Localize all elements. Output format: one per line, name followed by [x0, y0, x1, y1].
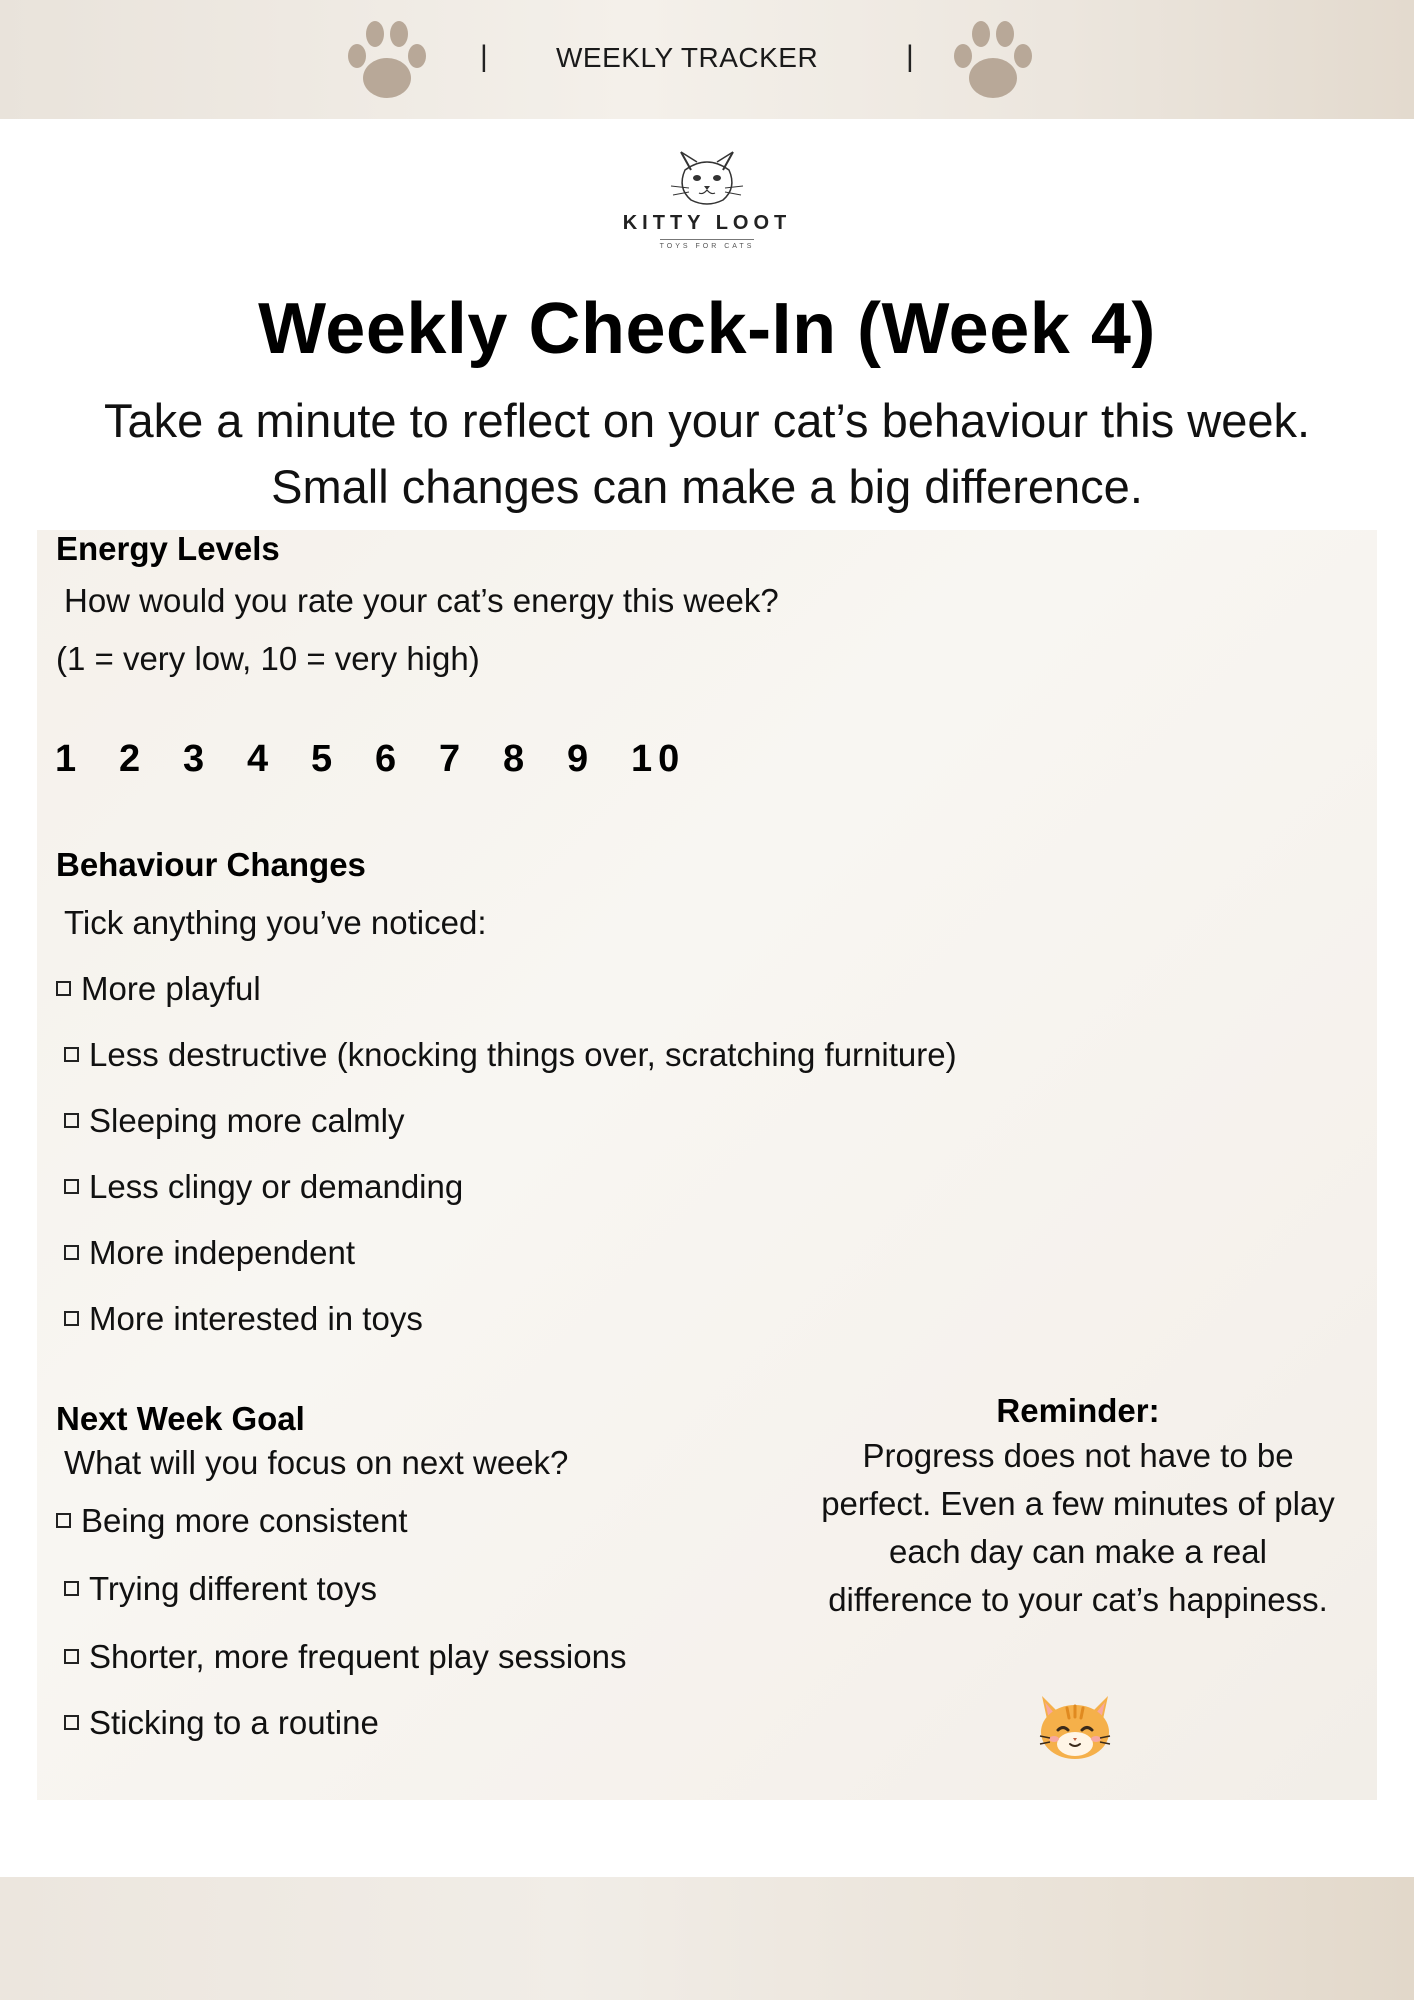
checkbox[interactable]	[64, 1581, 79, 1596]
checkbox[interactable]	[56, 1513, 71, 1528]
behaviour-heading: Behaviour Changes	[56, 846, 366, 883]
behaviour-item[interactable]	[64, 1234, 355, 1272]
goal-item[interactable]	[64, 1570, 377, 1608]
checkbox[interactable]	[64, 1649, 79, 1664]
behaviour-item[interactable]	[64, 1300, 423, 1338]
checkbox-label: Sticking to a routine	[89, 1704, 379, 1741]
paw-print-icon	[950, 18, 1036, 102]
goal-heading: Next Week Goal	[56, 1400, 305, 1437]
behaviour-item[interactable]	[64, 1168, 463, 1206]
energy-scale-option[interactable]: 10	[631, 738, 686, 780]
energy-scale-option[interactable]: 8	[503, 738, 525, 780]
energy-scale-note: (1 = very low, 10 = very high)	[56, 640, 480, 677]
behaviour-item[interactable]	[64, 1036, 957, 1074]
header-band	[0, 0, 1414, 119]
checkbox[interactable]	[64, 1179, 79, 1194]
checkbox[interactable]	[64, 1113, 79, 1128]
behaviour-prompt: Tick anything you’ve noticed:	[64, 904, 487, 941]
goal-prompt: What will you focus on next week?	[64, 1444, 569, 1481]
checkbox-label: Sleeping more calmly	[89, 1102, 405, 1139]
checkbox-label: More interested in toys	[89, 1300, 423, 1337]
energy-scale-option[interactable]: 4	[247, 738, 269, 780]
goal-item[interactable]	[56, 1502, 408, 1540]
footer-band	[0, 1877, 1414, 2000]
energy-scale-option[interactable]: 3	[183, 738, 205, 780]
paw-print-icon	[344, 18, 430, 102]
checkbox-label: More playful	[81, 970, 261, 1007]
energy-scale-option[interactable]: 6	[375, 738, 397, 780]
energy-scale-option[interactable]: 9	[567, 738, 589, 780]
header-title: WEEKLY TRACKER	[556, 42, 819, 73]
reminder-heading: Reminder:	[996, 1392, 1160, 1429]
checkbox[interactable]	[64, 1047, 79, 1062]
checkbox-label: Being more consistent	[81, 1502, 408, 1539]
energy-scale-option[interactable]: 2	[119, 738, 141, 780]
behaviour-item[interactable]	[56, 970, 261, 1008]
energy-heading: Energy Levels	[56, 530, 280, 567]
smiling-cat-icon	[1034, 1690, 1116, 1760]
energy-scale-option[interactable]: 7	[439, 738, 461, 780]
brand-name: KITTY LOOT	[622, 212, 792, 234]
energy-scale-option[interactable]: 1	[55, 738, 77, 780]
energy-scale	[55, 738, 695, 781]
brand-logo	[607, 140, 807, 270]
goal-item[interactable]	[64, 1704, 379, 1742]
brand-tagline: TOYS FOR CATS	[660, 239, 755, 250]
header-separator: |	[480, 40, 488, 73]
checkbox[interactable]	[64, 1245, 79, 1260]
goal-item[interactable]	[64, 1638, 626, 1676]
checkbox-label: Trying different toys	[89, 1570, 377, 1607]
energy-question: How would you rate your cat’s energy this week?	[64, 582, 779, 619]
checkbox-label: Less destructive (knocking things over, scratching furniture)	[89, 1036, 957, 1073]
reminder-box	[818, 1392, 1338, 1624]
behaviour-item[interactable]	[64, 1102, 404, 1140]
reminder-body: Progress does not have to be perfect. Even a few minutes of play each day can make a real difference to your cat’s happiness.	[821, 1437, 1335, 1618]
checkbox[interactable]	[56, 981, 71, 996]
checkbox[interactable]	[64, 1715, 79, 1730]
energy-scale-option[interactable]: 5	[311, 738, 333, 780]
checkbox[interactable]	[64, 1311, 79, 1326]
checkbox-label: More independent	[89, 1234, 356, 1271]
header-separator: |	[906, 40, 914, 73]
checkbox-label: Shorter, more frequent play sessions	[89, 1638, 627, 1675]
page-title: Weekly Check-In (Week 4)	[258, 289, 1156, 369]
cat-face-logo-icon	[667, 140, 747, 210]
page-subtitle: Take a minute to reflect on your cat’s behaviour this week. Small changes can make a big difference.	[103, 394, 1311, 513]
checkbox-label: Less clingy or demanding	[89, 1168, 464, 1205]
